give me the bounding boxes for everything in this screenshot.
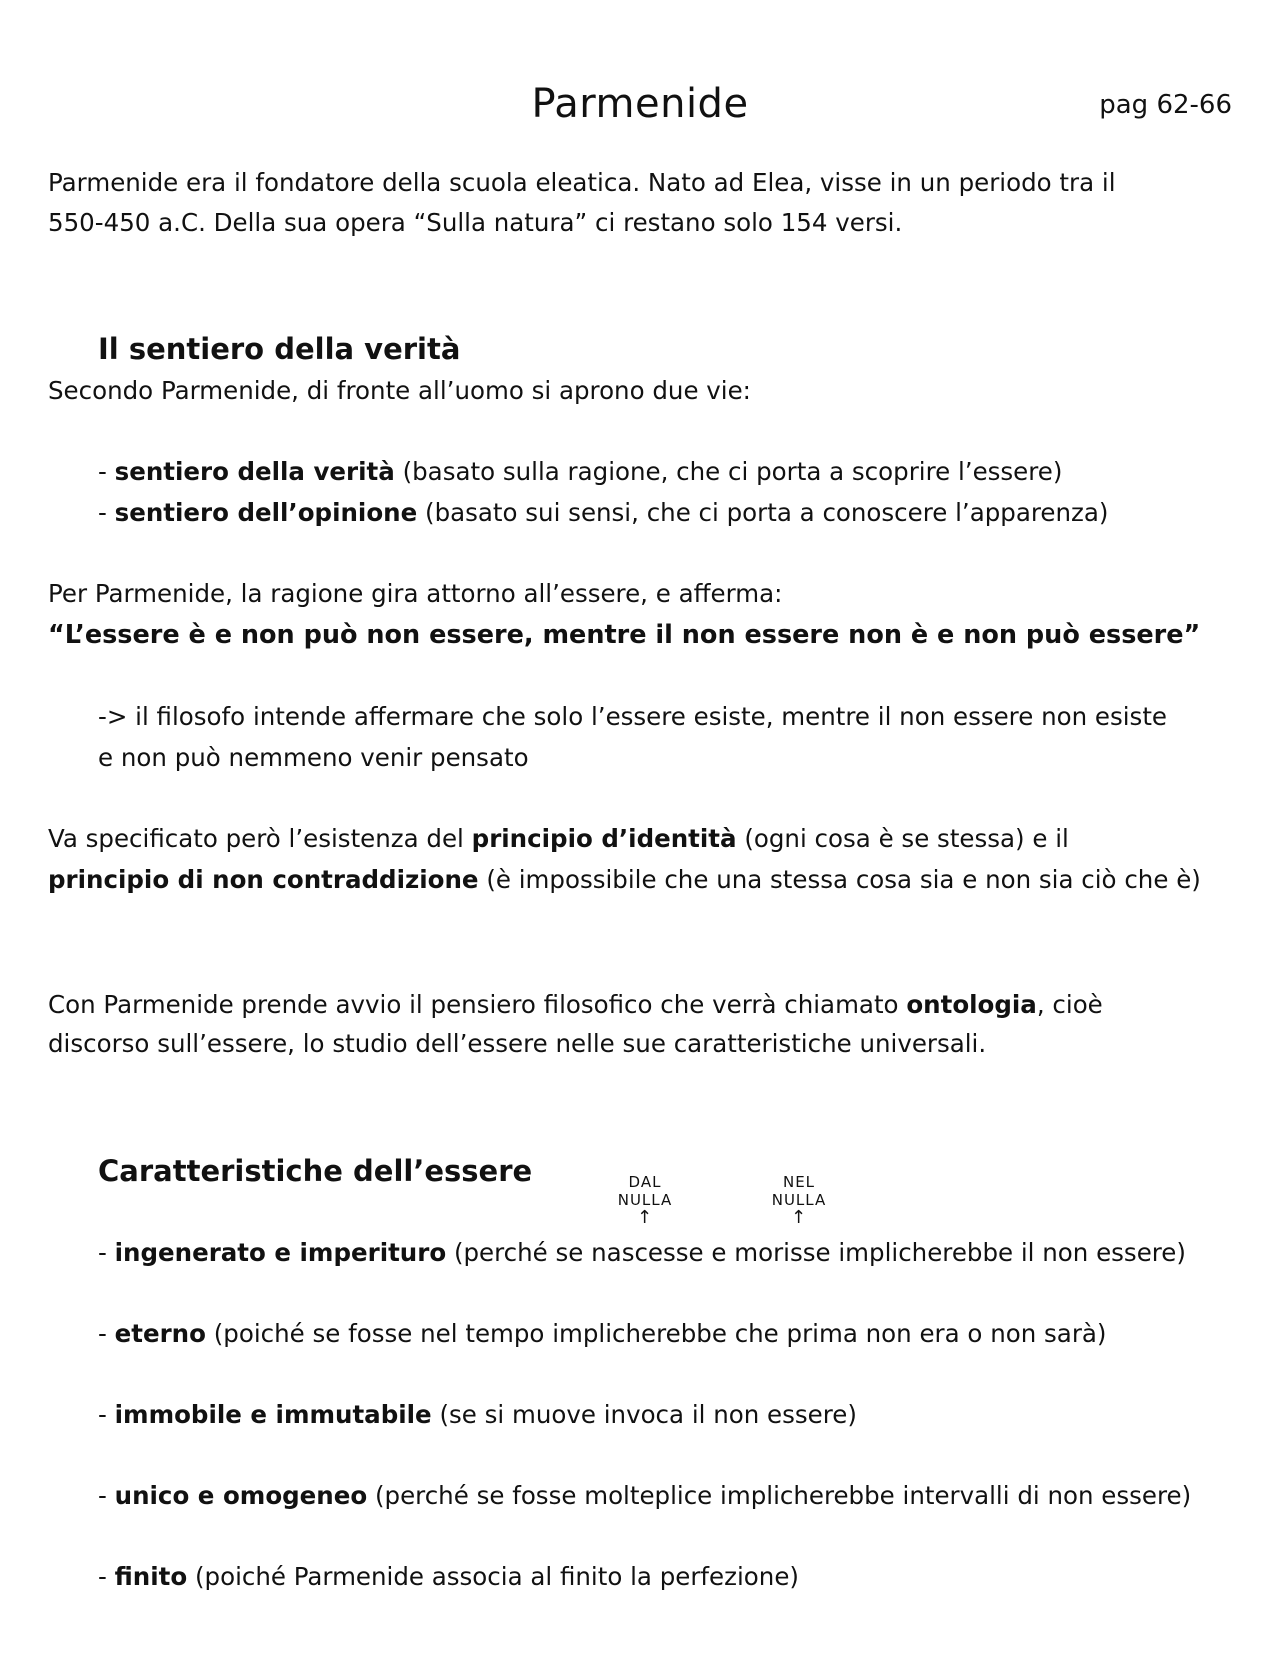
list-item-term: eterno (114, 1319, 206, 1348)
section-heading-characteristics: Caratteristiche dell’essere (98, 1154, 533, 1188)
list-item (98, 1398, 857, 1432)
handwritten-note-nel-nulla (764, 1173, 834, 1227)
principles-text: (ogni cosa è se stessa) e il (736, 824, 1069, 853)
principles-line-2 (48, 863, 1201, 897)
note-line: DAL (628, 1173, 662, 1191)
principles-text: (è impossibile che una stessa cosa sia e non sia ciò che è) (478, 865, 1201, 894)
ontology-line-2: discorso sull’essere, lo studio dell’essere nelle sue caratteristiche universali. (48, 1029, 987, 1058)
list-item-prefix: - (98, 1319, 115, 1348)
list-item-prefix: - (98, 1238, 115, 1267)
handwritten-note-dal-nulla (610, 1173, 680, 1227)
ontology-text: , cioè (1036, 990, 1103, 1019)
explanation-line-2: e non può nemmeno venir pensato (98, 743, 529, 772)
identity-principle: principio d’identità (471, 824, 737, 853)
arrow-up-icon: ↑ (790, 1207, 808, 1228)
reason-line: Per Parmenide, la ragione gira attorno all’essere, e afferma: (48, 579, 783, 608)
list-item-term: sentiero dell’opinione (114, 498, 418, 527)
list-item (98, 1236, 1186, 1270)
non-contradiction-principle: principio di non contraddizione (48, 865, 479, 894)
list-item-description: (basato sui sensi, che ci porta a conoscere l’apparenza) (417, 498, 1109, 527)
page-title: Parmenide (531, 81, 749, 127)
list-item-description: (poiché Parmenide associa al finito la perfezione) (187, 1562, 799, 1591)
section-heading-truth-path: Il sentiero della verità (98, 332, 461, 366)
list-item (98, 1479, 1191, 1513)
list-item-term: immobile e immutabile (114, 1400, 432, 1429)
list-item-description: (poiché se fosse nel tempo implicherebbe che prima non era o non sarà) (205, 1319, 1107, 1348)
ontology-line-1 (48, 988, 1103, 1022)
list-item-term: finito (114, 1562, 188, 1591)
page-range: pag 62-66 (1099, 90, 1232, 120)
list-item-prefix: - (98, 457, 115, 486)
note-line: NEL (782, 1173, 816, 1191)
list-item-prefix: - (98, 1481, 115, 1510)
list-item-description: (se si muove invoca il non essere) (431, 1400, 857, 1429)
list-item (98, 1317, 1106, 1351)
principles-text: Va specificato però l’esistenza del (48, 824, 472, 853)
list-item-description: (perché se nascesse e morisse implicherebbe il non essere) (446, 1238, 1186, 1267)
intro-line-2: 550-450 a.C. Della sua opera “Sulla natura” ci restano solo 154 versi. (48, 208, 903, 237)
list-item (98, 1560, 799, 1594)
list-item-term: ingenerato e imperituro (114, 1238, 447, 1267)
list-item-prefix: - (98, 1562, 115, 1591)
explanation-line-1: -> il filosofo intende affermare che solo l’essere esiste, mentre il non essere non esiste (98, 702, 1168, 731)
list-item (98, 496, 1108, 530)
list-item-description: (perché se fosse molteplice implicherebbe intervalli di non essere) (367, 1481, 1192, 1510)
list-item-term: unico e omogeneo (114, 1481, 368, 1510)
principles-line-1 (48, 822, 1069, 856)
list-item-prefix: - (98, 498, 115, 527)
arrow-up-icon: ↑ (636, 1207, 654, 1228)
intro-line-1: Parmenide era il fondatore della scuola eleatica. Nato ad Elea, visse in un periodo tra il (48, 168, 1116, 197)
list-item-prefix: - (98, 1400, 115, 1429)
list-item-term: sentiero della verità (114, 457, 395, 486)
note-line: NULLA (617, 1191, 673, 1209)
list-item (98, 455, 1062, 489)
list-item-description: (basato sulla ragione, che ci porta a scoprire l’essere) (394, 457, 1063, 486)
ontology-text: Con Parmenide prende avvio il pensiero filosofico che verrà chiamato (48, 990, 907, 1019)
ontology-term: ontologia (906, 990, 1037, 1019)
quote: “L’essere è e non può non essere, mentre il non essere non è e non può essere” (48, 620, 1201, 650)
section-intro: Secondo Parmenide, di fronte all’uomo si aprono due vie: (48, 376, 751, 405)
note-line: NULLA (771, 1191, 827, 1209)
